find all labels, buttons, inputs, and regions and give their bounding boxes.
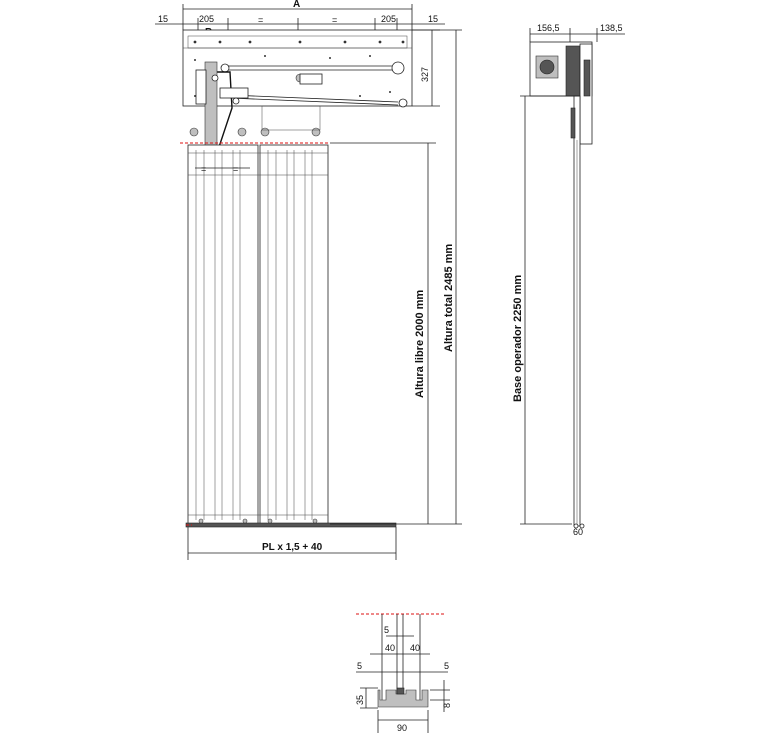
dim-head-height: 327 [420,66,430,82]
sill-height: 35 [355,694,365,705]
door-gap-mark-1: = [201,164,207,174]
side-view [512,23,625,537]
sill-track-left: 40 [385,643,396,653]
label-width: PL x 1,5 + 40 [262,542,323,553]
dim-segment-left: 205 [199,14,215,24]
sill-width: 90 [397,723,408,733]
dim-margin-right: 15 [428,14,439,24]
front-width-dim [188,527,396,560]
label-clear-height: Altura libre 2000 mm [414,289,426,398]
sill-track-right: 40 [410,643,421,653]
door-gap-mark-2: = [233,164,239,174]
label-total-height: Altura total 2485 mm [443,243,455,352]
operator-head [183,30,440,152]
label-base-operator: Base operador 2250 mm [512,274,524,402]
dim-overall-a: A [293,0,301,10]
sill-detail [355,614,452,733]
sill-gap-top: 5 [384,625,390,635]
dim-margin-left: 15 [158,14,169,24]
door-leaf-left [188,145,258,525]
dim-segment-right: 205 [381,14,397,24]
side-depth-left: 156,5 [537,23,560,33]
sill-height-small: 8 [442,702,452,708]
sill-margin-left: 5 [357,661,363,671]
sill-margin-right: 5 [444,661,450,671]
door-panels [186,145,396,527]
dim-middle-left: = [258,15,264,25]
side-bottom-mark: 60 [573,527,584,537]
side-depth-right: 138,5 [600,23,623,33]
dim-middle-right: = [332,15,338,25]
